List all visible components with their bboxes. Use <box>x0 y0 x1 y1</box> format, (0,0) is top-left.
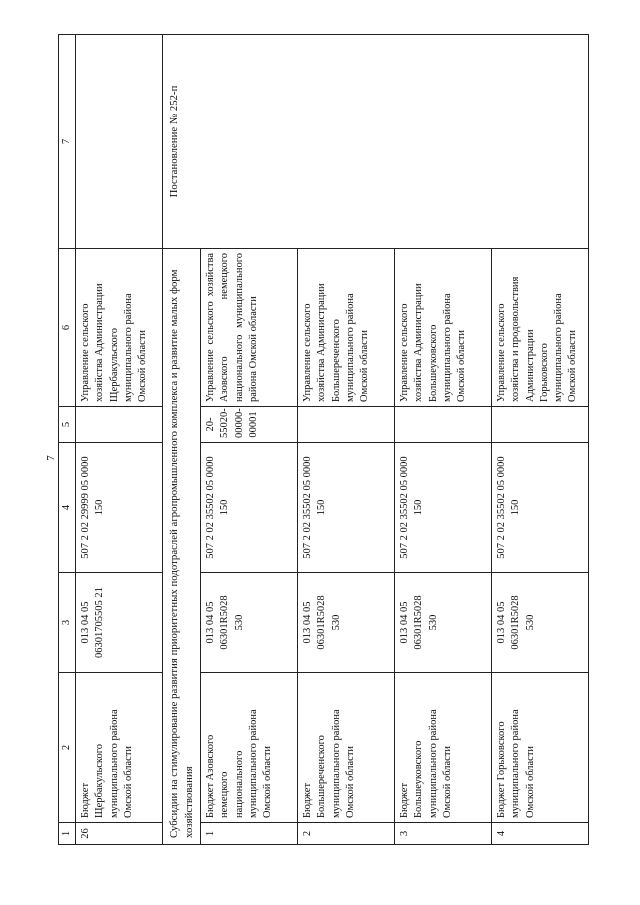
budget-name: Бюджет Большеуковского муниципального района Омской области <box>395 673 492 823</box>
administrator-name: Управление сельского хозяйства Администрации Щербакульского муниципального района Омской области <box>76 249 163 407</box>
revenue-code: 507 2 02 35502 05 0000 150 <box>201 443 298 573</box>
revenue-code: 507 2 02 29999 05 0000 150 <box>76 443 163 573</box>
row-number: 26 <box>76 823 163 845</box>
revenue-code: 507 2 02 35502 05 0000 150 <box>298 443 395 573</box>
administrator-name: Управление сельского хозяйства Азовского немецкого национального муниципального района Омской области <box>201 249 298 407</box>
administrator-name: Управление сельского хозяйства и продовольствия Администрации Горьковского муниципального района Омской области <box>492 249 589 407</box>
header-cell: 1 <box>59 823 76 845</box>
budget-code: 013 04 05 06301R5028 530 <box>298 573 395 673</box>
target-code <box>395 407 492 443</box>
table-row <box>76 35 163 845</box>
header-cell: 2 <box>59 673 76 823</box>
budget-table <box>58 34 589 845</box>
budget-name: Бюджет Щербакульского муниципального района Омской области <box>76 673 163 823</box>
row-number: 3 <box>395 823 492 845</box>
header-cell: 5 <box>59 407 76 443</box>
section-row <box>163 35 201 845</box>
row-number: 2 <box>298 823 395 845</box>
budget-name: Бюджет Азовского немецкого национального муниципального района Омской области <box>201 673 298 823</box>
section-legal-basis: Постановление № 252-п <box>163 35 589 249</box>
rotated-table-container <box>58 35 618 845</box>
revenue-code: 507 2 02 35502 05 0000 150 <box>492 443 589 573</box>
target-code: 20- 55020- 00000- 00001 <box>201 407 298 443</box>
target-code <box>298 407 395 443</box>
administrator-name: Управление сельского хозяйства Администрации Большереченского муниципального района Омской области <box>298 249 395 407</box>
budget-code: 013 04 05 06301R5028 530 <box>492 573 589 673</box>
header-row <box>59 35 76 845</box>
page-number: 7 <box>44 455 57 461</box>
budget-code: 013 04 05 06301R5028 530 <box>201 573 298 673</box>
administrator-name: Управление сельского хозяйства Администрации Большеуковского муниципального района Омской области <box>395 249 492 407</box>
target-code <box>492 407 589 443</box>
budget-name: Бюджет Горьковского муниципального района Омской области <box>492 673 589 823</box>
section-title: Субсидии на стимулирование развития приоритетных подотраслей агропромышленного комплекса и развитие малых форм хозяйствования <box>163 249 201 845</box>
header-cell: 4 <box>59 443 76 573</box>
budget-code: 013 04 05 06301R5028 530 <box>395 573 492 673</box>
budget-code: 013 04 05 06301705505 21 <box>76 573 163 673</box>
target-code <box>76 407 163 443</box>
budget-name: Бюджет Большереченского муниципального района Омской области <box>298 673 395 823</box>
header-cell: 7 <box>59 35 76 249</box>
header-cell: 3 <box>59 573 76 673</box>
header-cell: 6 <box>59 249 76 407</box>
row-number: 1 <box>201 823 298 845</box>
row-number: 4 <box>492 823 589 845</box>
legal-basis <box>76 35 163 249</box>
revenue-code: 507 2 02 35502 05 0000 150 <box>395 443 492 573</box>
